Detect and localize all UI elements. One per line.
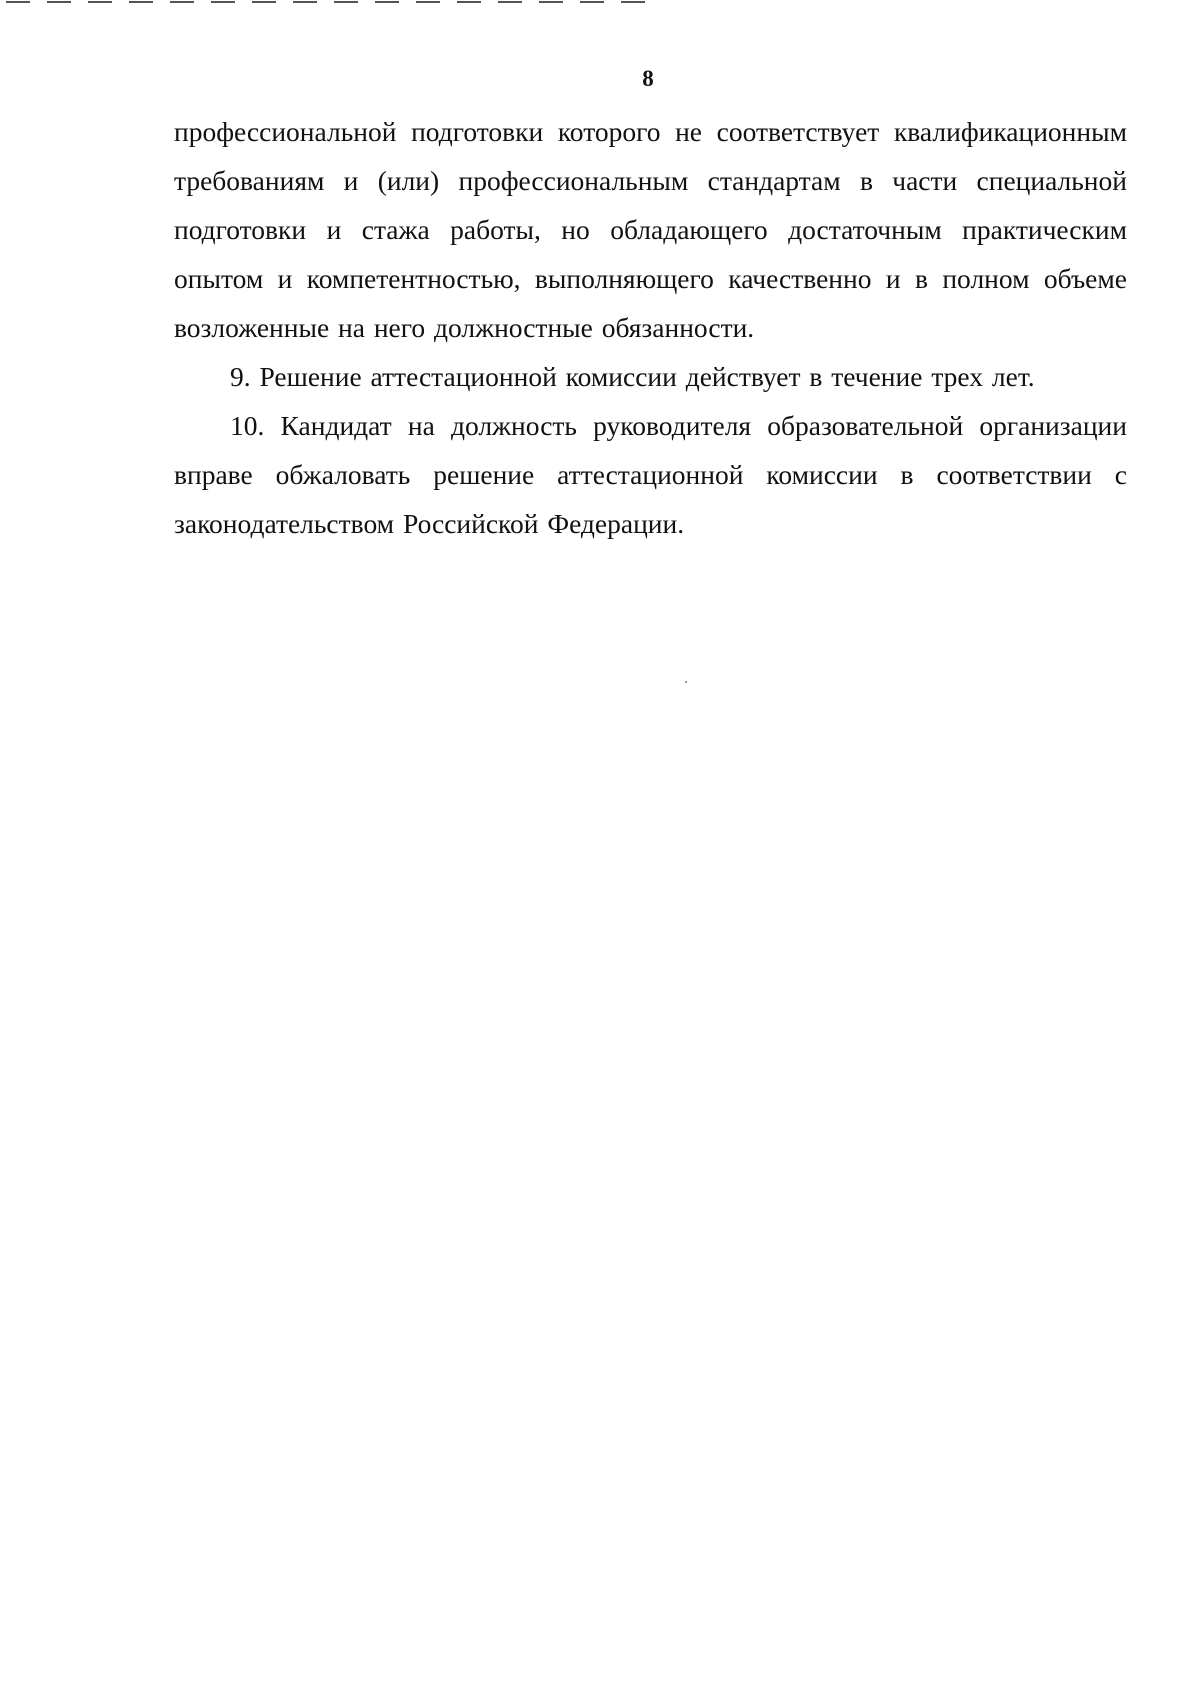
scan-edge-dashes (0, 0, 660, 6)
scan-dash (293, 1, 317, 3)
scan-speck (685, 681, 687, 683)
paragraph-continuation: профессиональной подготовки которого не соответствует квалификационным требованиям и (или) профессиональным стандартам в части специальной подготовки и стажа работы, но обладающего достаточным практическим опытом и компетентностью, выполняющего качественно и в полном объеме возложенные на него должностные обязанности. (174, 116, 1127, 343)
scan-dash (539, 1, 563, 3)
scan-dash (252, 1, 276, 3)
scan-dash (170, 1, 194, 3)
scan-dash (334, 1, 358, 3)
scan-dash (47, 1, 71, 3)
scan-dash (129, 1, 153, 3)
paragraph-item-10: 10. Кандидат на должность руководителя образовательной организации вправе обжаловать решение аттестационной комиссии в соответствии с законодательством Российской Федерации. (174, 410, 1127, 539)
scan-dash (457, 1, 481, 3)
paragraph-item-9: 9. Решение аттестационной комиссии действует в течение трех лет. (230, 361, 1035, 392)
scan-dash (88, 1, 112, 3)
scan-dash (498, 1, 522, 3)
scan-dash (6, 1, 30, 3)
scan-dash (580, 1, 604, 3)
scan-dash (416, 1, 440, 3)
scan-dash (375, 1, 399, 3)
scan-dash (621, 1, 645, 3)
scan-dash (211, 1, 235, 3)
document-body (174, 107, 1127, 548)
page-number: 8 (642, 66, 654, 91)
